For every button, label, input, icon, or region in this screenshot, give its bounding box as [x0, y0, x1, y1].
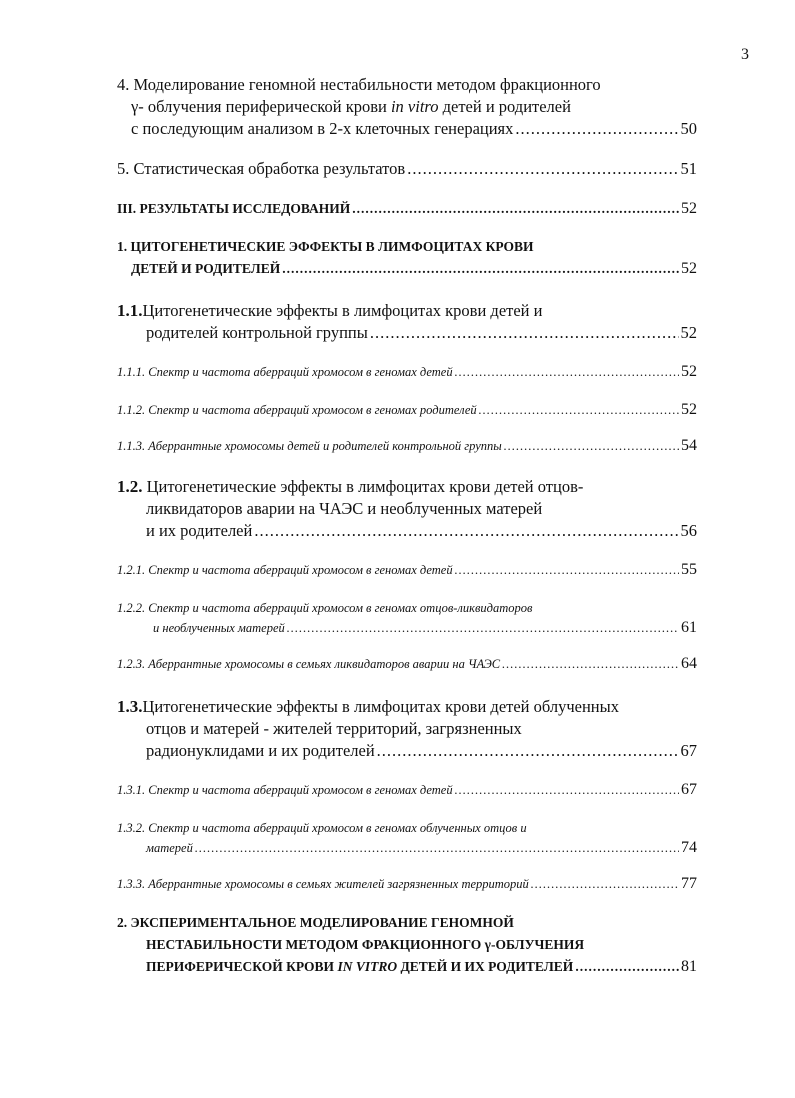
toc-page-number: 74: [681, 839, 697, 856]
toc-entry-1-1-1[interactable]: 1.1.1. Спектр и частота аберраций хромосом в геномах детей ..... 52: [117, 362, 697, 382]
toc-page-number: 52: [681, 200, 697, 217]
toc-entry-statistics[interactable]: 5. Статистическая обработка результатов ..... 51: [117, 158, 697, 180]
toc-page-number: 56: [680, 521, 697, 540]
toc-page-number: 55: [681, 561, 697, 578]
toc-entry-cytogenetic-effects[interactable]: 1. ЦИТОГЕНЕТИЧЕСКИЕ ЭФФЕКТЫ В ЛИМФОЦИТАХ КРОВИ ДЕТЕЙ И РОДИТЕЛЕЙ ..... 52: [117, 236, 697, 280]
table-of-contents: [117, 74, 697, 978]
toc-entry-1-3-3[interactable]: 1.3.3. Аберрантные хромосомы в семьях жителей загрязненных территорий ..... 77: [117, 874, 697, 894]
toc-page-number: 77: [681, 875, 697, 892]
toc-page-number: 54: [681, 437, 697, 454]
toc-page-number: 52: [681, 401, 697, 418]
toc-page-number: 67: [681, 781, 697, 798]
toc-entry-1-3[interactable]: 1.3.Цитогенетические эффекты в лимфоцитах крови детей облученных отцов и матерей - жителей территорий, загрязненных радионуклидами и их родителей ..... 67: [117, 696, 697, 762]
toc-entry-1-2-2[interactable]: 1.2.2. Спектр и частота аберраций хромосом в геномах отцов-ликвидаторов и необлученных матерей ..... 61: [117, 598, 697, 638]
toc-page-number: 81: [681, 958, 697, 975]
toc-entry-modeling[interactable]: [117, 74, 697, 140]
page-number: 3: [741, 46, 749, 63]
toc-page-number: 61: [681, 619, 697, 636]
toc-entry-1-3-1[interactable]: 1.3.1. Спектр и частота аберраций хромосом в геномах детей ..... 67: [117, 780, 697, 800]
toc-entry-1-2-3[interactable]: 1.2.3. Аберрантные хромосомы в семьях ликвидаторов аварии на ЧАЭС ..... 64: [117, 654, 697, 674]
toc-page-number: 50: [680, 119, 697, 138]
toc-entry-line: с последующим анализом в 2-х клеточных генерациях ..... 50: [117, 118, 697, 140]
toc-page-number: 52: [681, 260, 697, 277]
toc-page-number: 52: [680, 323, 697, 342]
toc-page-number: 64: [681, 655, 697, 672]
toc-entry-1-2[interactable]: 1.2. Цитогенетические эффекты в лимфоцитах крови детей отцов- ликвидаторов аварии на ЧАЭС и необлученных матерей и их родителей ..... 56: [117, 476, 697, 542]
toc-entry-1-1-3[interactable]: 1.1.3. Аберрантные хромосомы детей и родителей контрольной группы ..... 54: [117, 436, 697, 456]
toc-entry-results[interactable]: III. РЕЗУЛЬТАТЫ ИССЛЕДОВАНИЙ ..... 52: [117, 198, 697, 220]
toc-entry-1-1[interactable]: 1.1.Цитогенетические эффекты в лимфоцитах крови детей и родителей контрольной группы ..... 52: [117, 300, 697, 344]
toc-entry-1-2-1[interactable]: 1.2.1. Спектр и частота аберраций хромосом в геномах детей ..... 55: [117, 560, 697, 580]
toc-entry-1-3-2[interactable]: 1.3.2. Спектр и частота аберраций хромосом в геномах облученных отцов и матерей ..... 74: [117, 818, 697, 858]
toc-page-number: 52: [681, 363, 697, 380]
toc-entry-line: 4. Моделирование геномной нестабильности методом фракционного: [117, 75, 601, 94]
toc-page-number: 67: [680, 741, 697, 760]
toc-entry-experimental-modeling[interactable]: 2. ЭКСПЕРИМЕНТАЛЬНОЕ МОДЕЛИРОВАНИЕ ГЕНОМНОЙ НЕСТАБИЛЬНОСТИ МЕТОДОМ ФРАКЦИОННОГО γ-ОБЛУЧЕНИЯ ПЕРИФЕРИЧЕСКОЙ КРОВИ IN VITRO ДЕТЕЙ И ИХ РОДИТЕЛЕЙ ..... 81: [117, 912, 697, 978]
toc-entry-1-1-2[interactable]: 1.1.2. Спектр и частота аберраций хромосом в геномах родителей ..... 52: [117, 400, 697, 420]
toc-entry-line: γ- облучения периферической крови in vitro детей и родителей: [131, 97, 571, 116]
toc-page-number: 51: [680, 159, 697, 178]
